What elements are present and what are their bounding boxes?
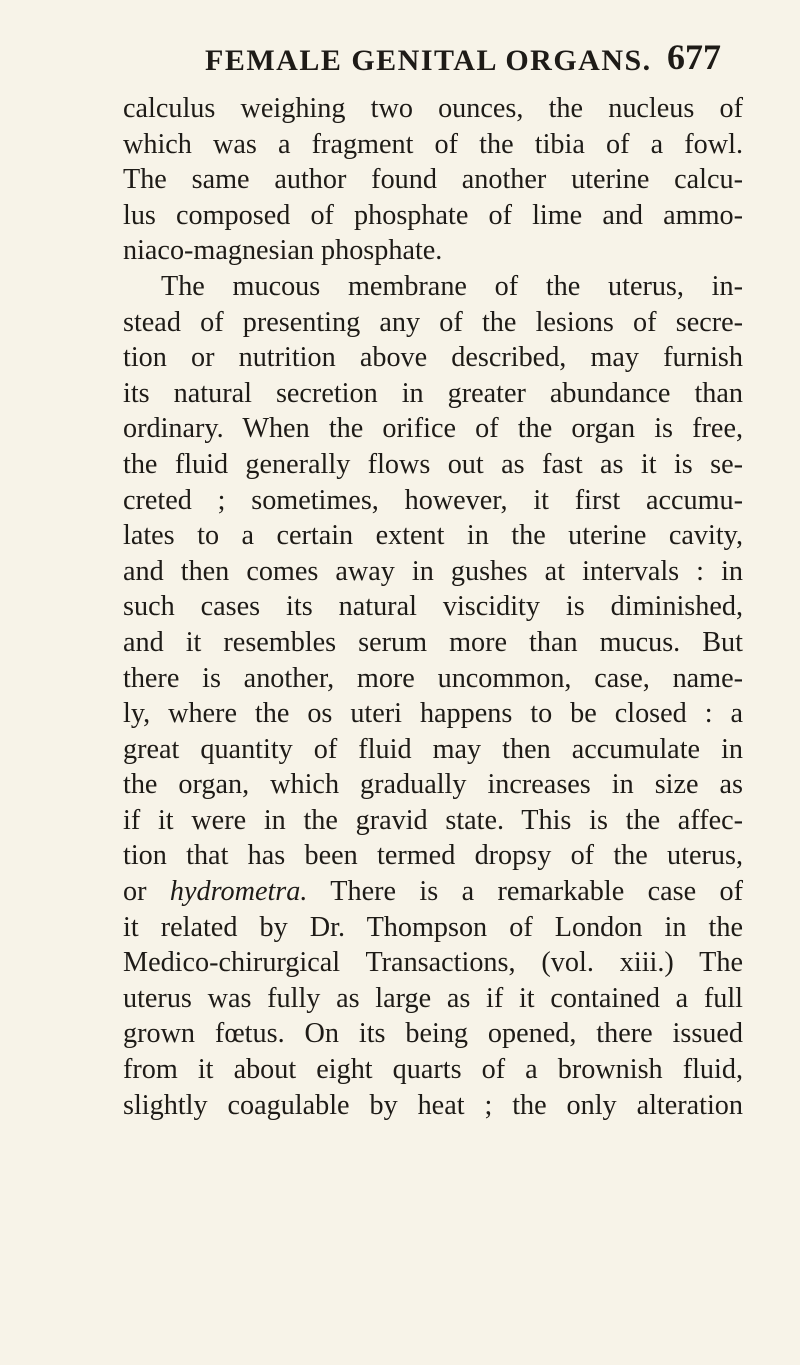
- text-line: stead of presenting any of the lesions of secre-: [123, 306, 743, 338]
- text-line: tion that has been termed dropsy of the uterus,: [123, 840, 743, 872]
- text-line: which was a fragment of the tibia of a fowl.: [123, 128, 743, 160]
- text-line: Medico-chirurgical Transactions, (vol. xiii.) The: [123, 947, 743, 979]
- page-number: 677: [667, 37, 721, 77]
- text-line: ly, where the os uteri happens to be closed : a: [123, 698, 743, 730]
- italic-term: hydrometra.: [169, 876, 308, 908]
- text-line: if it were in the gravid state. This is the affec-: [123, 804, 743, 836]
- text-line: ordinary. When the orifice of the organ is free,: [123, 413, 743, 445]
- text-line: there is another, more uncommon, case, name-: [123, 662, 743, 694]
- text-line: uterus was fully as large as if it contained a full: [123, 982, 743, 1014]
- text-line-with-italic-term: [123, 874, 743, 910]
- text-line: calculus weighing two ounces, the nucleus of: [123, 93, 743, 124]
- text-line: its natural secretion in greater abundance than: [123, 377, 743, 409]
- text-line: and then comes away in gushes at intervals : in: [123, 555, 743, 587]
- text-line: tion or nutrition above described, may furnish: [123, 342, 743, 374]
- text-line: The same author found another uterine calcu-: [123, 164, 743, 196]
- running-title: FEMALE GENITAL ORGANS.: [205, 44, 652, 77]
- text-line: it related by Dr. Thompson of London in the: [123, 911, 743, 943]
- text-line: the organ, which gradually increases in size as: [123, 769, 743, 801]
- text-line: such cases its natural viscidity is diminished,: [123, 591, 743, 623]
- body-text: [123, 91, 743, 1123]
- text-line: niaco-magnesian phosphate.: [123, 235, 443, 267]
- line-prefix: or: [123, 876, 170, 908]
- text-line: lates to a certain extent in the uterine cavity,: [123, 520, 743, 552]
- line-suffix: There is a remarkable case of: [307, 876, 743, 908]
- text-line: and it resembles serum more than mucus. But: [123, 626, 743, 658]
- text-line: great quantity of fluid may then accumulate in: [123, 733, 743, 765]
- text-line: grown fœtus. On its being opened, there issued: [123, 1018, 743, 1050]
- text-line: lus composed of phosphate of lime and ammo-: [123, 199, 743, 231]
- text-line: the fluid generally flows out as fast as it is se-: [123, 448, 743, 480]
- text-line: slightly coagulable by heat ; the only alteration: [123, 1089, 743, 1121]
- paragraph-first-line: The mucous membrane of the uterus, in-: [161, 270, 743, 302]
- text-line: from it about eight quarts of a brownish fluid,: [123, 1054, 743, 1086]
- text-line: creted ; sometimes, however, it first accumu-: [123, 484, 743, 516]
